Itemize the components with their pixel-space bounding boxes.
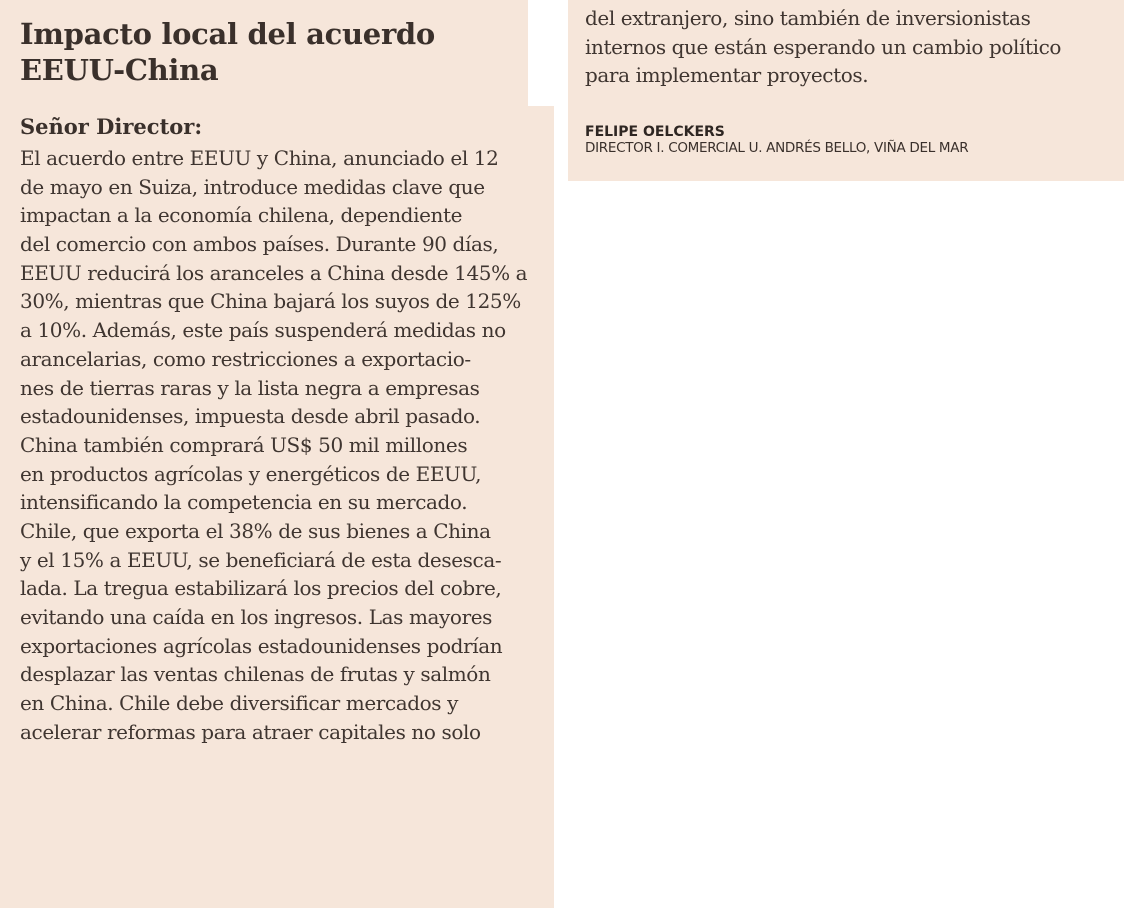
headline-line-1: Impacto local del acuerdo bbox=[20, 17, 435, 51]
body-line: del comercio con ambos países. Durante 90 días, bbox=[20, 232, 499, 257]
body-line: en productos agrícolas y energéticos de EEUU, bbox=[20, 461, 482, 486]
letter-body-right-column bbox=[585, 4, 1110, 90]
body-line: a 10%. Además, este país suspenderá medidas no bbox=[20, 318, 506, 343]
body-line: Chile, que exporta el 38% de sus bienes a China bbox=[20, 518, 491, 543]
body-line: acelerar reformas para atraer capitales no solo bbox=[20, 719, 481, 744]
author-title: DIRECTOR I. COMERCIAL U. ANDRÉS BELLO, VIÑA DEL MAR bbox=[585, 140, 969, 156]
body-line: 30%, mientras que China bajará los suyos de 125% bbox=[20, 289, 521, 314]
body-line: internos que están esperando un cambio político bbox=[585, 34, 1062, 59]
body-line: en China. Chile debe diversificar mercados y bbox=[20, 691, 459, 716]
body-line: lada. La tregua estabilizará los precios del cobre, bbox=[20, 576, 502, 601]
body-line: para implementar proyectos. bbox=[585, 63, 869, 88]
body-line: del extranjero, sino también de inversionistas bbox=[585, 6, 1031, 30]
body-line: evitando una caída en los ingresos. Las mayores bbox=[20, 605, 493, 629]
body-line: El acuerdo entre EEUU y China, anunciado el 12 bbox=[20, 146, 499, 170]
body-line: exportaciones agrícolas estadounidenses podrían bbox=[20, 633, 503, 658]
author-name: FELIPE OELCKERS bbox=[585, 124, 725, 140]
body-line: EEUU reducirá los aranceles a China desde 145% a bbox=[20, 260, 528, 285]
body-line: estadounidenses, impuesta desde abril pasado. bbox=[20, 404, 481, 429]
body-line: arancelarias, como restricciones a exportacio- bbox=[20, 346, 471, 371]
body-line: desplazar las ventas chilenas de frutas y salmón bbox=[20, 662, 491, 687]
headline-line-2: EEUU-China bbox=[20, 53, 219, 87]
letter-headline bbox=[20, 16, 520, 88]
body-line: y el 15% a EEUU, se beneficiará de esta desesca- bbox=[20, 547, 502, 572]
body-line: de mayo en Suiza, introduce medidas clave que bbox=[20, 174, 485, 199]
body-line: nes de tierras raras y la lista negra a empresas bbox=[20, 375, 480, 400]
salutation: Señor Director: bbox=[20, 114, 203, 139]
letter-body-left-column bbox=[20, 144, 545, 746]
body-line: impactan a la economía chilena, dependiente bbox=[20, 203, 463, 228]
body-line: China también comprará US$ 50 mil millones bbox=[20, 432, 468, 457]
body-line: intensificando la competencia en su mercado. bbox=[20, 490, 468, 515]
